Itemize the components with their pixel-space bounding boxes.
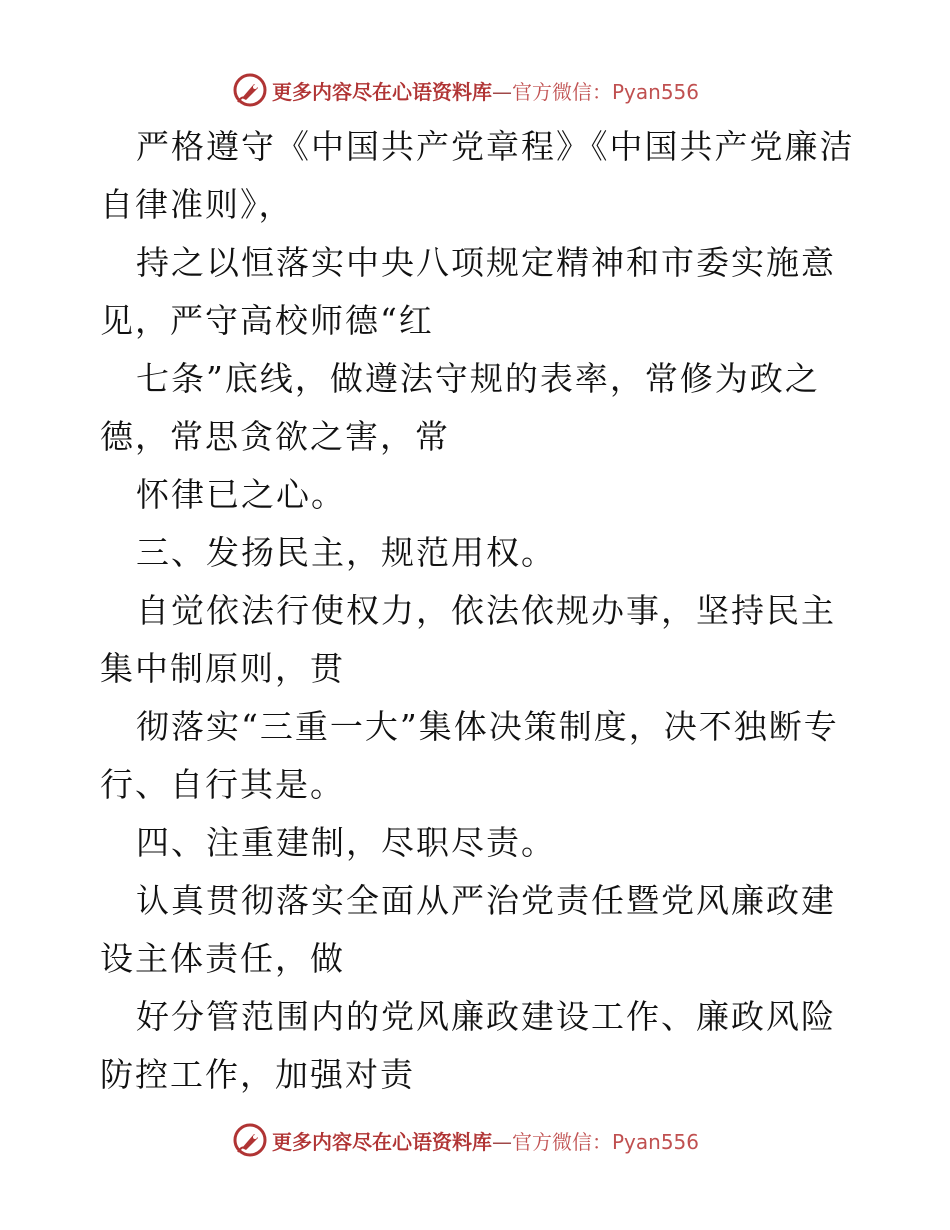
- footer-title: 更多内容尽在心语资料库: [272, 1129, 492, 1154]
- document-body: [100, 118, 860, 1104]
- header-separator: —: [492, 79, 512, 104]
- footer-separator: —: [492, 1129, 512, 1154]
- footer-banner: [232, 1122, 699, 1158]
- paragraph: 七条”底线，做遵法守规的表率，常修为政之德，常思贪欲之害，常: [100, 359, 820, 456]
- paragraph: 彻落实“三重一大”集体决策制度，决不独断专行、自行其是。: [100, 707, 839, 804]
- paragraph: 严格遵守《中国共产党章程》《中国共产党廉洁自律准则》，: [100, 127, 855, 224]
- header-banner: [232, 72, 699, 108]
- pen-nib-circle-icon: [232, 72, 268, 108]
- paragraph: 认真贯彻落实全面从严治党责任暨党风廉政建设主体责任，做: [100, 881, 836, 978]
- paragraph: 怀律已之心。: [136, 475, 346, 514]
- header-title: 更多内容尽在心语资料库: [272, 79, 492, 104]
- section-heading: 三、发扬民主，规范用权。: [136, 533, 556, 572]
- header-contact: 官方微信：Pyan556: [512, 79, 700, 104]
- paragraph: 好分管范围内的党风廉政建设工作、廉政风险防控工作，加强对责: [100, 997, 836, 1094]
- paragraph: 持之以恒落实中央八项规定精神和市委实施意见，严守高校师德“红: [100, 243, 836, 340]
- paragraph: 自觉依法行使权力，依法依规办事，坚持民主集中制原则，贯: [100, 591, 836, 688]
- section-heading: 四、注重建制，尽职尽责。: [136, 823, 556, 862]
- pen-nib-circle-icon: [232, 1122, 268, 1158]
- footer-contact: 官方微信：Pyan556: [512, 1129, 700, 1154]
- header-text: [272, 76, 699, 105]
- footer-text: [272, 1126, 699, 1155]
